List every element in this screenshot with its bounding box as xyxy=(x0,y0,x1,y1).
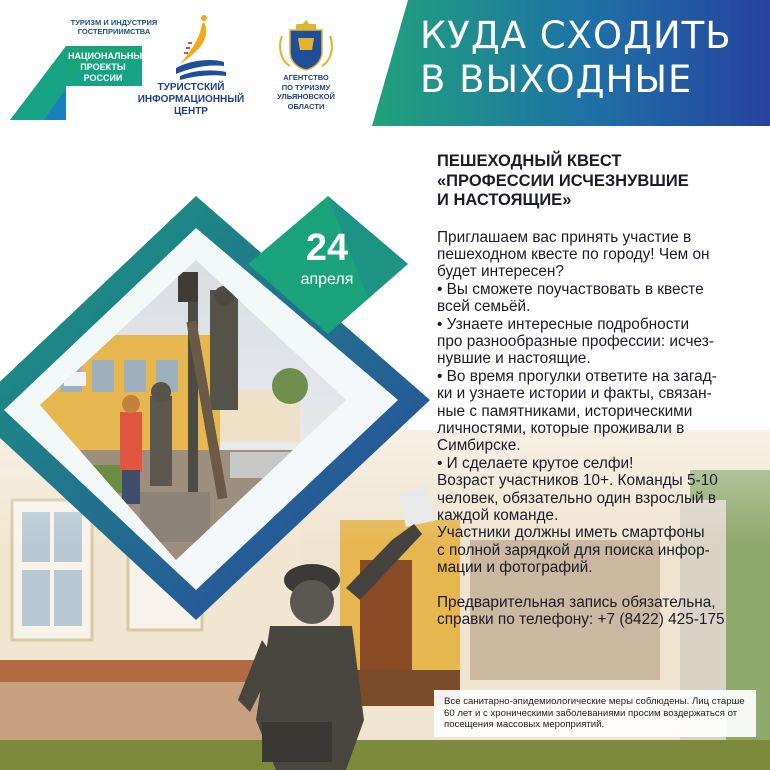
event-body-line: • Узнаете интересные подробности xyxy=(437,315,690,333)
event-body-line: всей семьёй. xyxy=(437,298,531,316)
tourist-center-logo xyxy=(128,12,254,122)
tourist-center-label: ТУРИСТСКИЙ ИНФОРМАЦИОННЫЙ ЦЕНТР xyxy=(137,82,245,117)
national-projects-top-text: ТУРИЗМ И ИНДУСТРИЯ ГОСТЕПРИИМСТВА xyxy=(70,18,158,36)
event-body-line: • Вы сможете поучаствовать в квесте xyxy=(437,280,704,298)
event-date-day: 24 xyxy=(305,227,349,269)
event-body-line: ки и узнаете истории и факты, связан- xyxy=(437,385,712,403)
event-body-line: Участники должны иметь смартфоны xyxy=(437,524,705,542)
event-body-line: Приглашаем вас принять участие в xyxy=(437,228,692,246)
header xyxy=(0,0,770,126)
event-body-line: про разнообразные профессии: исчез- xyxy=(437,332,714,350)
event-description xyxy=(437,152,757,628)
national-projects-bottom-text: НАЦИОНАЛЬНЫЕ ПРОЕКТЫ РОССИИ xyxy=(68,51,149,83)
event-date-month: апреля xyxy=(300,271,354,288)
event-body-line: каждой команде. xyxy=(437,507,559,524)
event-body xyxy=(437,229,757,577)
event-date xyxy=(290,228,364,290)
event-body-line: нувшие и настоящие. xyxy=(437,350,591,368)
coat-of-arms-icon xyxy=(268,16,344,72)
event-body-line: Симбирске. xyxy=(437,437,521,455)
agency-logo xyxy=(268,16,344,122)
agency-label: АГЕНТСТВО ПО ТУРИЗМУ УЛЬЯНОВСКОЙ ОБЛАСТИ xyxy=(277,73,335,111)
event-body-line: • И сделаете крутое селфи! xyxy=(437,454,634,472)
event-body-line: с полной зарядкой для поиска инфор- xyxy=(437,541,710,559)
sanitary-notice: Все санитарно-эпидемиологические меры соблюдены. Лиц старше 60 лет и с хроническими заболеваниями просим воздержаться от посещения массовых мероприятий. xyxy=(434,690,756,737)
event-body-line: пешеходном квесте по городу! Чем он xyxy=(437,245,710,263)
event-body-line: мации и фотографий. xyxy=(437,559,593,577)
banner-title: КУДА СХОДИТЬ В ВЫХОДНЫЕ xyxy=(420,14,732,101)
event-body-line: будет интересен? xyxy=(437,263,564,281)
event-body-line: • Во время прогулки ответите на загад- xyxy=(437,367,717,385)
booking-line: Предварительная запись обязательна, xyxy=(437,593,716,611)
event-body-line: человек, обязательно один взрослый в xyxy=(437,489,717,507)
event-body-line: личностями, которые проживали в xyxy=(437,419,685,437)
booking-info xyxy=(437,594,757,629)
event-body-line: Возраст участников 10+. Команды 5-10 xyxy=(437,472,718,490)
event-body-line: ные с памятниками, историческими xyxy=(437,402,693,420)
tourist-center-logo-icon xyxy=(128,12,254,82)
event-title: ПЕШЕХОДНЫЙ КВЕСТ «ПРОФЕССИИ ИСЧЕЗНУВШИЕ И НАСТОЯЩИЕ» xyxy=(437,152,689,209)
booking-phone-line: справки по телефону: +7 (8422) 425-175 xyxy=(437,611,725,629)
